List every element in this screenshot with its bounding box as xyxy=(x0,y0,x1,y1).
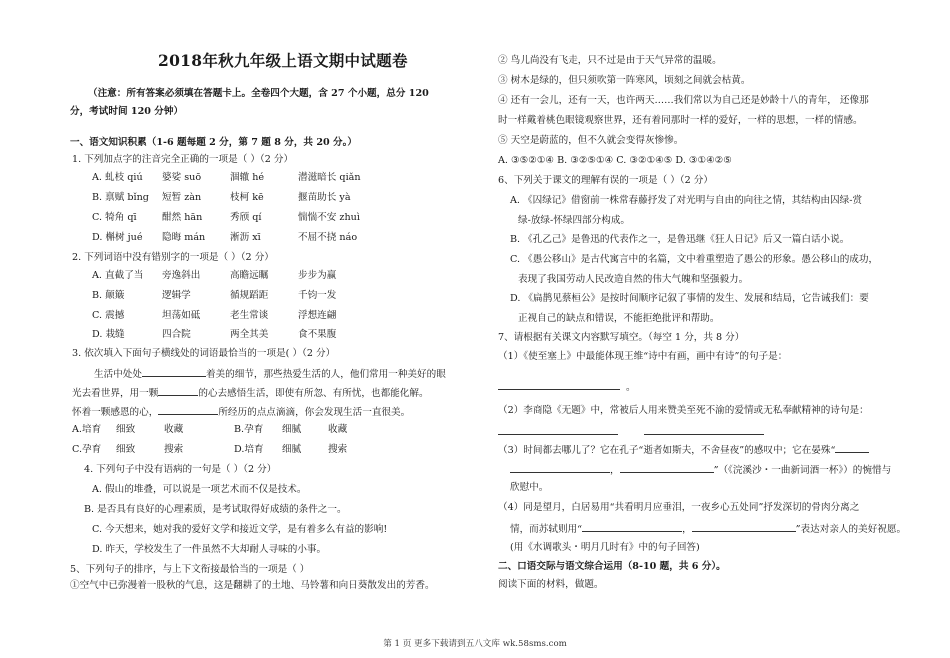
q4-opt-b: B. 是否具有良好的心理素质，是考试取得好成绩的条件之一。 xyxy=(84,504,347,515)
q3-p1-rest: 着美的细节，那些热爱生活的人，他们常用一种美好的眼 xyxy=(205,369,446,380)
q7-blank-1[interactable] xyxy=(498,379,620,390)
q2-stem: 2. 下列词语中没有错别字的一项是（ ）（2 分） xyxy=(72,252,274,263)
q5-stem: 5、下列句子的排序，与上下文衔接最恰当的一项是（ ） xyxy=(70,564,310,575)
q4-stem: 4. 下列句子中没有语病的一句是（ ）（2 分） xyxy=(84,464,277,475)
notice-line-1: （注意：所有答案必须填在答题卡上。全卷四个大题，含 27 个小题，总分 120 xyxy=(88,88,429,99)
q6-opt-b: B. 《孔乙己》是鲁迅的代表作之一，是鲁迅继《狂人日记》后又一篇白话小说。 xyxy=(510,234,850,245)
notice-line-2: 分，考试时间 120 分钟） xyxy=(70,106,184,117)
q2-row-d xyxy=(92,328,336,341)
q6-opt-c-2: 表现了我国劳动人民改造自然的伟大气魄和坚强毅力。 xyxy=(518,274,749,285)
q1-row-c xyxy=(92,211,360,224)
q5-sentence-3: ③ 树木是绿的，但只须吹第一阵寒风，顷刻之间就会枯黄。 xyxy=(498,75,751,86)
q6-opt-c-1: C. 《愚公移山》是古代寓言中的名篇，文中着重塑造了愚公的形象。愚公移山的成功， xyxy=(510,254,879,265)
q7-item-4a: （4）同是望月，白居易用“共看明月应垂泪，一夜乡心五处同”抒发深切的骨肉分离之 xyxy=(498,502,860,513)
q3-blank-2[interactable] xyxy=(158,385,198,396)
q1-a-4: 潜滋暗长 qiǎn xyxy=(298,172,361,183)
q3-opts-row-2 xyxy=(72,443,347,456)
q7-item-1-blanks xyxy=(498,379,636,394)
q2-c-4: 浮想连翩 xyxy=(298,310,337,321)
q2-d-2: 四合院 xyxy=(162,329,191,340)
q7-item-2-blanks xyxy=(498,424,764,439)
q1-row-a xyxy=(92,171,361,184)
q1-b-2: 短暂 zàn xyxy=(162,192,202,203)
q3-opt-d-2: 细腻 xyxy=(282,444,302,455)
q6-opt-a-2: 绿-放绿-怀绿四部分构成。 xyxy=(518,215,631,226)
q3-p3-rest: 所经历的点点滴滴，你会发现生活一直很美。 xyxy=(218,407,411,418)
q1-d-3: 淅沥 xī xyxy=(230,232,261,243)
q3-opts-row-1 xyxy=(72,423,347,436)
q7-blank-2[interactable] xyxy=(498,424,618,435)
q2-b-2: 逻辑学 xyxy=(162,290,191,301)
q3-blank-3[interactable] xyxy=(158,404,218,415)
q1-c-1: C. 犄角 qī xyxy=(92,212,137,223)
q7-item-3a-text: （3）时间都去哪儿了？它在孔子“逝者如斯夫，不舍昼夜”的感叹中；它在晏殊“ xyxy=(498,445,836,456)
page-title: 2018年秋九年级上语文期中试题卷 xyxy=(158,51,408,70)
q3-para-3 xyxy=(72,404,410,419)
q4-opt-a: A. 假山的堆叠，可以说是一项艺术而不仅是技术。 xyxy=(92,484,307,495)
q1-row-d xyxy=(92,231,357,244)
q2-d-4: 食不果腹 xyxy=(298,329,337,340)
q3-blank-1[interactable] xyxy=(142,366,206,377)
q3-opt-c-2: 细致 xyxy=(116,444,136,455)
q1-row-b xyxy=(92,191,351,204)
q1-b-3: 枝柯 kē xyxy=(230,192,264,203)
q3-p2-text: 光去看世界，用一颗 xyxy=(72,388,159,399)
q4-opt-c: C. 今天想来，她对我的爱好文学和接近文学，是有着多么有益的影响! xyxy=(92,524,388,535)
q1-d-1: D. 槲树 jué xyxy=(92,232,143,243)
q7-blank-4[interactable] xyxy=(835,442,869,453)
q2-b-3: 循规蹈距 xyxy=(230,290,269,301)
q2-b-1: B. 颠簸 xyxy=(92,290,125,301)
section-2-heading: 二、口语交际与语文综合运用（8-10 题，共 6 分）。 xyxy=(498,561,726,572)
q7-stem: 7、请根据有关课文内容默写填空。（每空 1 分，共 8 分） xyxy=(498,332,745,343)
q3-opt-b-1: B.孕育 xyxy=(234,424,264,435)
q3-opt-d-1: D.培育 xyxy=(234,444,264,455)
q2-c-1: C. 震撼 xyxy=(92,310,125,321)
q7-item-3b-comma: ， xyxy=(610,465,620,476)
q7-blank-3[interactable] xyxy=(644,424,764,435)
q5-sentence-1: ①空气中已弥漫着一股秋的气息，这是翻耕了的土地、马铃薯和向日葵散发出的芳香。 xyxy=(70,580,435,591)
q3-opt-c-3: 搜索 xyxy=(164,444,184,455)
q6-opt-a-1: A. 《囚绿记》借窗前一株常春藤抒发了对光明与自由的向往之情，其结构由囚绿-赏 xyxy=(510,195,863,206)
q3-opt-c-1: C.孕育 xyxy=(72,444,102,455)
q1-d-4: 不屈不挠 náo xyxy=(298,232,358,243)
q3-opt-d-3: 搜索 xyxy=(328,444,348,455)
reading-instruction: 阅读下面的材料，做题。 xyxy=(498,579,604,590)
q3-p2-rest: 的心去感悟生活，即使有所忽、有所忧，也都能化解。 xyxy=(198,388,429,399)
q3-opt-a-3: 收藏 xyxy=(164,424,184,435)
q1-b-4: 揠苗助长 yà xyxy=(298,192,351,203)
q5-options: A. ③⑤②①④ B. ③②⑤①④ C. ③②①④⑤ D. ③①④②⑤ xyxy=(498,155,732,166)
q1-d-2: 隐晦 mán xyxy=(162,232,206,243)
q3-opt-b-2: 细腻 xyxy=(282,424,302,435)
q1-a-2: 婆娑 suō xyxy=(162,172,202,183)
q7-blank-7[interactable] xyxy=(582,521,682,532)
q3-p3-text: 怀着一颗感恩的心， xyxy=(72,407,159,418)
q7-item-4b-text-1: 情，而苏轼则用“ xyxy=(510,524,583,535)
q7-item-3c: 欣慰中。 xyxy=(510,482,549,493)
q1-c-4: 惴惴不安 zhuì xyxy=(298,212,360,223)
q7-item-4b-comma: ， xyxy=(682,524,692,535)
q2-a-3: 高瞻远瞩 xyxy=(230,270,269,281)
q7-blank-5[interactable] xyxy=(510,462,610,473)
q6-stem: 6、下列关于课文的理解有误的一项是（ ）（2 分） xyxy=(498,175,713,186)
q2-row-c xyxy=(92,309,336,322)
q3-para-1 xyxy=(94,366,446,381)
q2-a-4: 步步为赢 xyxy=(298,270,337,281)
q7-item-3b xyxy=(510,462,891,477)
q7-item-1-end: 。 xyxy=(626,382,636,393)
q1-c-3: 秀颀 qí xyxy=(230,212,262,223)
q7-item-1: （1）《使至塞上》中最能体现王维“诗中有画，画中有诗”的句子是： xyxy=(498,351,788,362)
q3-stem: 3. 依次填入下面句子横线处的词语最恰当的一项是( ）（2 分） xyxy=(72,348,336,359)
q5-sentence-2: ② 鸟儿尚没有飞走，只不过是由于天气异常的温暖。 xyxy=(498,55,722,66)
q6-opt-d-1: D. 《扁鹊见蔡桓公》是按时间顺序记叙了事情的发生、发展和结局，它告诫我们：要 xyxy=(510,293,869,304)
q3-p1-text: 生活中处处 xyxy=(94,369,142,380)
q2-c-3: 老生常谈 xyxy=(230,310,269,321)
q2-a-2: 旁逸斜出 xyxy=(162,270,201,281)
q2-d-1: D. 栽缝 xyxy=(92,329,125,340)
q1-c-2: 酣然 hān xyxy=(162,212,203,223)
q7-blank-8[interactable] xyxy=(692,521,796,532)
q2-row-b xyxy=(92,289,336,302)
q7-item-4b-text-2: ”表达对亲人的美好祝愿。 xyxy=(795,524,907,535)
q1-stem: 1. 下列加点字的注音完全正确的一项是（ ）（2 分） xyxy=(72,154,294,165)
q7-item-3b-text: ”（《浣溪沙・一曲新词酒一杯》）的惋惜与 xyxy=(713,465,892,476)
q1-a-1: A. 虬枝 qiú xyxy=(92,172,143,183)
section-1-heading: 一、语文知识积累（1-6 题每题 2 分，第 7 题 8 分，共 20 分。） xyxy=(70,137,358,148)
q1-b-1: B. 禀赋 bǐng xyxy=(92,192,149,203)
q7-item-4b xyxy=(510,521,906,536)
q2-b-4: 千钧一发 xyxy=(298,290,337,301)
q2-a-1: A. 直截了当 xyxy=(92,270,144,281)
q7-item-2: （2）李商隐《无题》中，常被后人用来赞美至死不渝的爱情或无私奉献精神的诗句是： xyxy=(498,405,869,416)
q4-opt-d: D. 昨天，学校发生了一件虽然不大却耐人寻味的小事。 xyxy=(92,544,327,555)
q5-sentence-4b: 时一样戴着桃色眼镜观察世界，还有着同那时一样的爱好，一样的思想，一样的情感。 xyxy=(498,115,863,126)
q5-sentence-5: ⑤ 天空是蔚蓝的，但不久就会变得灰惨惨。 xyxy=(498,135,684,146)
q7-item-3a xyxy=(498,442,869,457)
q2-c-2: 坦荡如砥 xyxy=(162,310,201,321)
q7-item-4c: (用《水调歌头・明月几时有》中的句子回答) xyxy=(510,542,700,553)
q5-sentence-4a: ④ 还有一会儿，还有一天，也许两天……我们常以为自己还是妙龄十八的青年， 还像那 xyxy=(498,95,869,106)
q3-opt-a-2: 细致 xyxy=(116,424,136,435)
q3-opt-b-3: 收藏 xyxy=(328,424,348,435)
q2-row-a xyxy=(92,269,336,282)
q3-para-2 xyxy=(72,385,429,400)
q6-opt-d-2: 正视自己的缺点和错误，不能拒绝批评和帮助。 xyxy=(518,313,720,324)
page-footer: 第 1 页 更多下载请到五八文库 wk.58sms.com xyxy=(383,639,567,649)
q2-d-3: 两全其美 xyxy=(230,329,269,340)
q1-a-3: 涸辙 hé xyxy=(230,172,265,183)
q3-opt-a-1: A.培育 xyxy=(72,424,102,435)
q7-blank-6[interactable] xyxy=(620,462,714,473)
